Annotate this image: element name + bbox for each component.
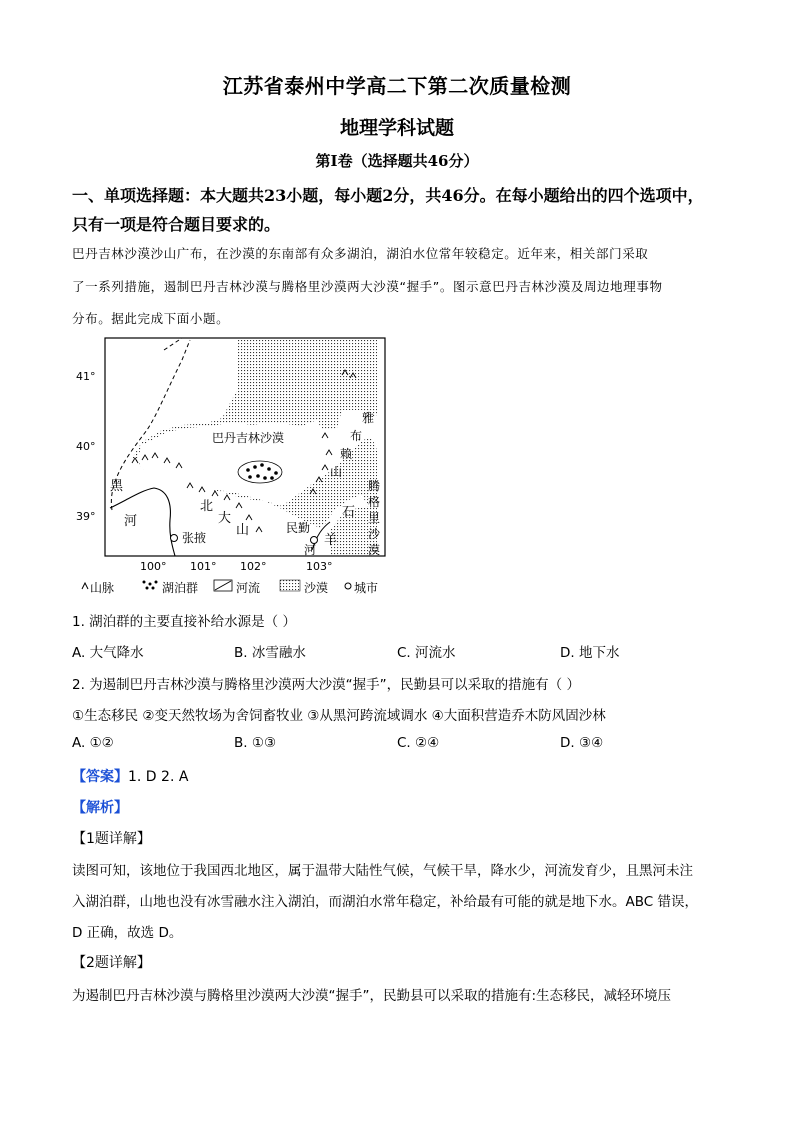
q2-option-c[interactable]: C. ②④ [397,735,440,751]
q1-stem: 1. 湖泊群的主要直接补给水源是（ ） [72,614,296,630]
lat-label-39: 39° [76,510,96,523]
map-legend [82,580,378,595]
detail1-line1: 读图可知，该地位于我国西北地区，属于温带大陆性气候，气候干旱，降水少，河流发育少，且黑河未注 [72,863,693,879]
lon-label-102: 102° [240,560,267,573]
lat-label-41: 41° [76,370,96,383]
intro-line2: 了一系列措施，遏制巴丹吉林沙漠与腾格里沙漠两大沙漠“握手”。图示意巴丹吉林沙漠及周边地理事物 [72,279,663,294]
yabrai-label-4: 山 [330,465,343,479]
tengger-label-5: 漠 [368,543,381,557]
heihe-label-1: 黑 [110,479,124,494]
answer-tag: 【答案】 [72,769,128,785]
zhangye-label: 张掖 [182,531,207,545]
lon-label-101: 101° [190,560,217,573]
yabrai-label-1: 雅 [362,411,375,425]
yabrai-label-2: 布 [350,429,363,443]
beida-label-2: 大 [218,511,232,526]
section-heading-line2: 只有一项是符合题目要求的。 [72,215,281,234]
answer-text: 1. D 2. A [128,769,189,785]
q2-items: ①生态移民 ②变天然牧场为舍饲畜牧业 ③从黑河跨流域调水 ④大面积营造乔木防风固沙林 [72,708,606,724]
exam-subtitle: 地理学科试题 [339,117,454,139]
section-heading-line1: 一、单项选择题：本大题共23小题，每小题2分，共46分。在每小题给出的四个选项中， [72,186,704,205]
beida-label-3: 山 [236,523,250,538]
he-label: 河 [304,543,317,557]
legend-desert: 沙漠 [304,581,329,595]
q1-option-c[interactable]: C. 河流水 [397,645,456,661]
lon-label-103: 103° [306,560,333,573]
volume-heading: 第Ⅰ卷（选择题共46分） [315,152,479,170]
q1-option-a[interactable]: A. 大气降水 [72,645,144,661]
legend-mountain: 山脉 [90,581,115,595]
tengger-label-1: 腾 [368,479,381,493]
zhangye-city-marker [171,535,178,542]
yabrai-label-3: 赖 [340,447,353,461]
lat-label-40: 40° [76,440,96,453]
detail1-line2: 入湖泊群，山地也没有冰雪融水注入湖泊，而湖泊水常年稳定，补给最有可能的就是地下水。ABC 错误， [72,894,698,910]
q1-option-d[interactable]: D. 地下水 [560,645,620,661]
q2-option-b[interactable]: B. ①③ [234,735,277,751]
detail1-tag: 【1题详解】 [72,831,151,847]
answer-row [72,766,188,786]
tengger-label-2: 格 [368,495,381,509]
legend-city: 城市 [354,581,379,595]
q1-option-b[interactable]: B. 冰雪融水 [234,645,306,661]
shiyang-label-1: 石 [342,505,356,520]
detail2-tag: 【2题详解】 [72,955,151,971]
tengger-label-4: 沙 [368,527,381,541]
analysis-tag: 【解析】 [72,800,128,816]
q2-option-a[interactable]: A. ①② [72,735,114,751]
detail1-line3: D 正确，故选 D。 [72,925,183,941]
legend-lake: 湖泊群 [162,581,199,595]
q2-stem: 2. 为遏制巴丹吉林沙漠与腾格里沙漠两大沙漠“握手”，民勤县可以采取的措施有（ ） [72,677,580,693]
tengger-label-3: 里 [368,511,381,525]
q2-option-d[interactable]: D. ③④ [560,735,604,751]
map-figure [72,330,422,605]
minqin-label: 民勤 [286,521,311,535]
intro-line1: 巴丹吉林沙漠沙山广布，在沙漠的东南部有众多湖泊，湖泊水位常年较稳定。近年来，相关部门采取 [72,246,649,261]
legend-river: 河流 [236,581,261,595]
intro-line3: 分布。据此完成下面小题。 [72,311,230,326]
heihe-label-2: 河 [124,514,138,529]
detail2-line1: 为遏制巴丹吉林沙漠与腾格里沙漠两大沙漠“握手”，民勤县可以采取的措施有:生态移民，减轻环境压 [72,988,672,1004]
lon-label-100: 100° [140,560,167,573]
badain-desert-label: 巴丹吉林沙漠 [212,431,285,445]
exam-title: 江苏省泰州中学高二下第二次质量检测 [222,74,572,98]
beida-label-1: 北 [200,499,214,514]
shiyang-label-2: 羊 [324,533,338,548]
